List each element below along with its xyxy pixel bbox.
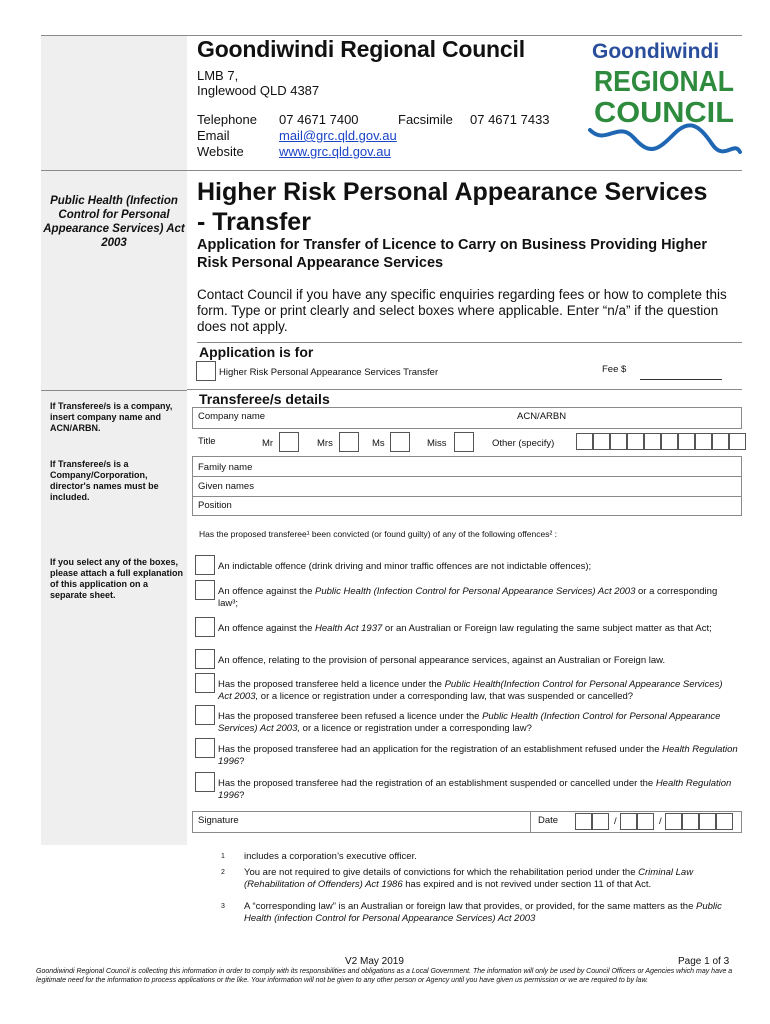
council-logo-graphic [588,34,744,164]
sidebar-divider [41,390,187,391]
facsimile-label: Facsimile [398,112,453,127]
text-run: An offence, relating to the provision of personal appearance services, against an Australian or Foreign law. [218,655,666,666]
sidebar-note-company: If Transferee/s is a company, insert company name and ACN/ARBN. [50,401,173,433]
telephone-label: Telephone [197,112,257,127]
text-run: or a licence or registration under a corresponding law? [300,723,532,734]
italic-title: Health Regulation 1996 [218,744,738,767]
offence-text [218,778,738,802]
footnote-text [244,867,738,891]
sidebar-act-title: Public Health (Infection Control for Personal Appearance Services) Act 2003 [43,195,185,249]
fee-label: Fee $ [602,364,627,375]
intro-text: Contact Council if you have any specific enquiries regarding fees or how to complete this form. Type or print clearly and select boxes where applicable. Enter “n/a” if the question does not apply. [197,287,727,334]
other-specify-cell[interactable] [695,433,712,450]
offence-checkbox[interactable] [195,738,215,758]
other-specify-cell[interactable] [678,433,695,450]
email-label: Email [197,128,230,143]
text-run: ? [239,756,245,767]
logo-line3: COUNCIL [594,97,734,129]
website-label: Website [197,144,244,159]
offence-checkbox[interactable] [195,705,215,725]
text-run: Has the proposed transferee had the registration of an establishment suspended or cancelled under the [218,778,656,789]
italic-title: Public Health(Infection Control for Personal Appearance Services) Act 2003, [218,679,723,702]
offence-checkbox[interactable] [195,673,215,693]
italic-title: Criminal Law (Rehabilitation of Offenders) Act 1986 [244,867,694,890]
family-name-label: Family name [198,462,253,473]
title-mrs-checkbox[interactable] [339,432,359,452]
footnote-number: 2 [221,869,225,876]
other-specify-cell[interactable] [661,433,678,450]
italic-title: Public Health (infection Control for Personal Appearance Services) Act 2003 [244,901,722,924]
application-heading: Application is for [199,344,314,360]
title-label: Title [198,436,216,447]
offences-question: Has the proposed transferee¹ been convicted (or found guilty) of any of the following offences² : [199,529,557,539]
family-name-divider [192,476,742,477]
transferee-top-rule [187,389,742,390]
date-cell[interactable] [575,813,592,830]
offence-text [218,623,738,635]
text-run: includes a corporation’s executive officer. [244,851,417,862]
footnote-text [244,851,738,863]
date-cell[interactable] [665,813,682,830]
other-specify-cell[interactable] [644,433,661,450]
page-number: Page 1 of 3 [678,956,730,967]
company-name-field[interactable] [192,407,742,429]
italic-title: Public Health (Infection Control for Personal Appearance Services) Act 2003, [218,711,721,734]
other-specify-cell[interactable] [593,433,610,450]
sidebar-panel [41,35,187,845]
text-run: You are not required to give details of convictions for which the rehabilitation period under the [244,867,639,878]
offence-checkbox[interactable] [195,649,215,669]
title-ms-checkbox[interactable] [390,432,410,452]
title-mr-label: Mr [262,438,274,449]
offence-checkbox[interactable] [195,617,215,637]
address-line-2: Inglewood QLD 4387 [197,83,320,98]
text-run: Has the proposed transferee been refused a licence under the [218,711,483,722]
date-separator: / [659,816,662,827]
offence-checkbox[interactable] [195,555,215,575]
email-link[interactable]: mail@grc.qld.gov.au [279,128,397,143]
text-run: A “corresponding law” is an Australian or foreign law that provides, or provided, for the same matters as the [244,901,697,912]
date-separator: / [614,816,617,827]
council-name: Goondiwindi Regional Council [197,36,525,62]
date-label: Date [538,815,559,826]
council-logo [588,34,744,164]
form-title-line2: - Transfer [197,208,311,236]
title-ms-label: Ms [372,438,385,449]
other-specify-cell[interactable] [729,433,746,450]
website-link[interactable]: www.grc.qld.gov.au [279,144,391,159]
privacy-notice: Goondiwindi Regional Council is collecting this information in order to comply with its responsibilities and obligations as a Local Government. The information will only be used by Council Officers or Agencies which may have a legitimate need for the information to process applications or the like. Your information will not be given to any other person or Agency until you have given us permission or we are required to by law. [36,968,733,984]
transferee-heading: Transferee/s details [199,391,330,407]
acn-label: ACN/ARBN [517,411,567,422]
form-title [197,177,752,237]
offence-text [218,744,738,768]
signature-date-divider [530,811,531,833]
given-names-label: Given names [198,481,254,492]
offence-text [218,711,738,735]
date-cell[interactable] [637,813,654,830]
version-text: V2 May 2019 [345,956,404,967]
date-cell[interactable] [699,813,716,830]
names-field-group [192,456,742,516]
text-run: or a licence or registration under a corresponding law, that was suspended or cancelled? [258,691,634,702]
fee-input[interactable] [640,379,722,380]
title-other-label: Other (specify) [492,438,555,449]
application-checkbox[interactable] [196,361,216,381]
given-names-divider [192,496,742,497]
footnote-number: 1 [221,853,225,860]
other-specify-cell[interactable] [712,433,729,450]
footnote-text [244,901,738,925]
offence-text [218,561,738,573]
text-run: ? [239,790,245,801]
company-name-label: Company name [198,411,266,422]
title-mrs-label: Mrs [317,438,333,449]
italic-title: Public Health (Infection Control for Personal Appearance Services) Act 2003 [315,586,636,597]
address-line-1: LMB 7, [197,68,239,83]
title-miss-checkbox[interactable] [454,432,474,452]
title-mr-checkbox[interactable] [279,432,299,452]
form-title-line1: Higher Risk Personal Appearance Services [197,178,708,206]
text-run: or an Australian or Foreign law regulating the same subject matter as that Act; [382,623,712,634]
text-run: An indictable offence (drink driving and minor traffic offences are not indictable offences); [218,561,592,572]
text-run: An offence against the [218,586,316,597]
logo-line1: Goondiwindi [592,40,720,63]
text-run: Has the proposed transferee had an application for the registration of an establishment refused under the [218,744,663,755]
sidebar-note-directors: If Transferee/s is a Company/Corporation, director's names must be included. [50,459,159,502]
text-run: Has the proposed transferee held a licence under the [218,679,445,690]
other-specify-cell[interactable] [576,433,593,450]
sidebar-note-boxes: If you select any of the boxes, please attach a full explanation of this application on a separate sheet. [50,557,184,600]
header-divider [41,170,742,171]
other-specify-cell[interactable] [627,433,644,450]
facsimile-value: 07 4671 7433 [470,112,550,127]
offence-checkbox[interactable] [195,772,215,792]
date-cell[interactable] [592,813,609,830]
application-top-rule [197,342,742,343]
offence-text [218,679,738,703]
application-option-label: Higher Risk Personal Appearance Services Transfer [219,367,439,378]
other-specify-cell[interactable] [610,433,627,450]
italic-title: Health Regulation 1996 [218,778,732,801]
offence-checkbox[interactable] [195,580,215,600]
offence-text [218,655,738,667]
signature-label: Signature [198,815,239,826]
position-label: Position [198,500,232,511]
date-cell[interactable] [682,813,699,830]
form-subtitle: Application for Transfer of Licence to Carry on Business Providing Higher Risk Personal Appearance Services [197,237,708,271]
river-graphic [590,125,740,152]
text-run: An offence against the [218,623,316,634]
offence-text [218,586,738,610]
telephone-value: 07 4671 7400 [279,112,359,127]
date-cell[interactable] [620,813,637,830]
footnote-number: 3 [221,903,225,910]
date-cell[interactable] [716,813,733,830]
text-run: or a corresponding law³; [218,586,718,609]
logo-line2: REGIONAL [594,66,734,98]
italic-title: Health Act 1937 [315,623,383,634]
text-run: has expired and is not revived under section 11 of that Act. [402,879,652,890]
title-miss-label: Miss [427,438,447,449]
